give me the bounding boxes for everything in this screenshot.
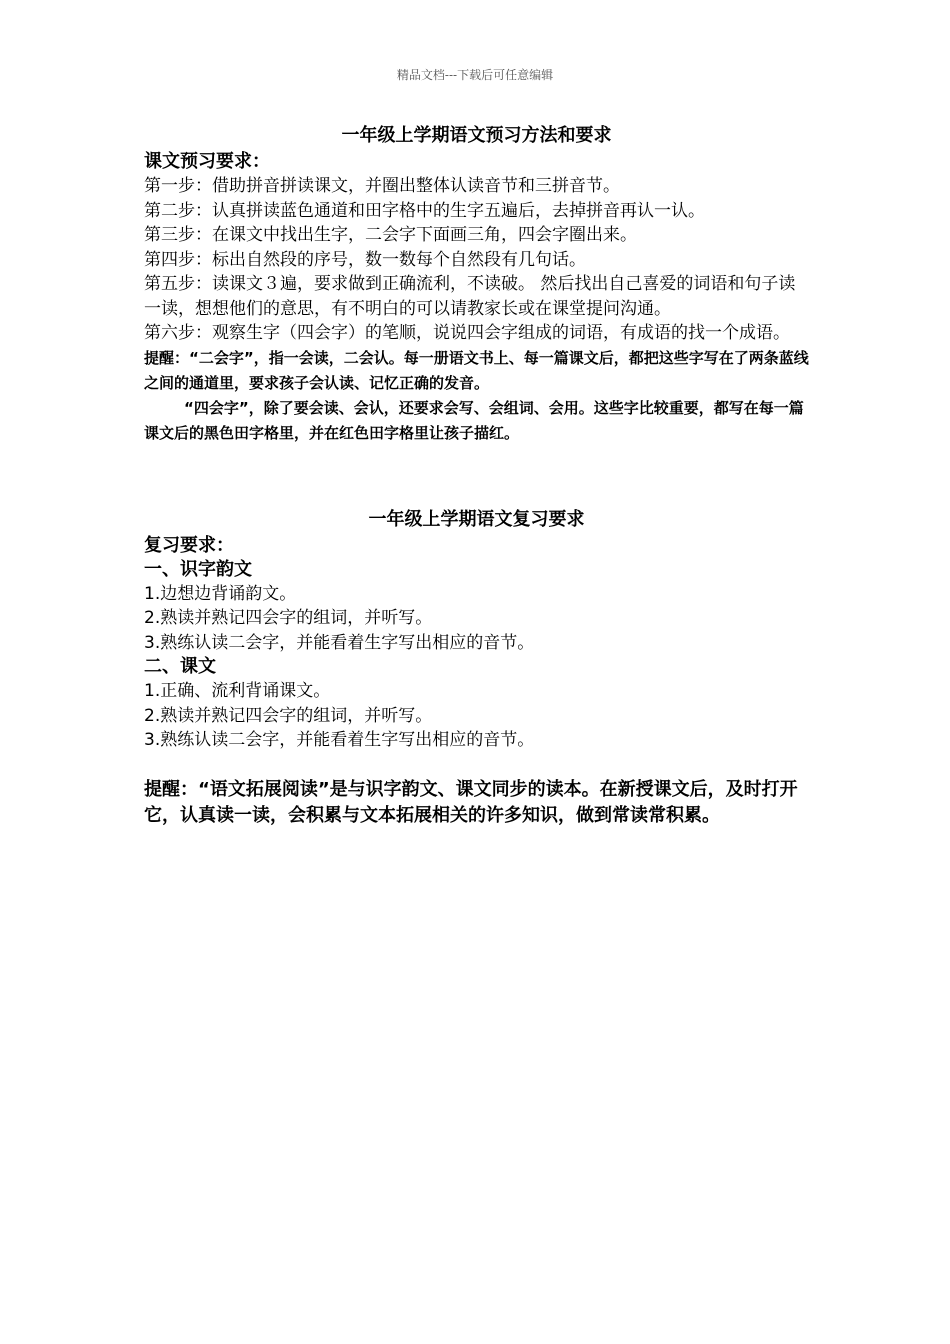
step-3: 第三步：在课文中找出生字，二会字下面画三角，四会字圈出来。 (144, 225, 637, 245)
part1-item-2: 2.熟读并熟记四会字的组词，并听写。 (144, 608, 433, 628)
step-6: 第六步：观察生字（四会字）的笔顺，说说四会字组成的词语，有成语的找一个成语。 (144, 323, 790, 343)
part1-item-3: 3.熟练认读二会字，并能看着生字写出相应的音节。 (144, 632, 535, 653)
part2-item-2: 2.熟读并熟记四会字的组词，并听写。 (144, 705, 433, 726)
part1-item-1: 1.边想边背诵韵文。 (144, 583, 297, 604)
note-four-skill-chars-text: “四会字”，除了要会读、会认，还要求会写、会组词、会用。这些字比较重要，都写在每一篇课文后的黑色田字格里，并在红色田字格里让孩子描红。 (144, 398, 804, 442)
part2-item-3: 3.熟练认读二会字，并能看着生字写出相应的音节。 (144, 730, 535, 750)
section1-subtitle: 课文预习要求： (144, 151, 270, 172)
document-body (144, 124, 809, 829)
reading-reminder: 提醒：“语文拓展阅读”是与识字韵文、课文同步的读本。在新授课文后，及时打开它，认真读一读，会积累与文本拓展相关的许多知识，做到常读常积累。 (144, 778, 798, 826)
step-5: 第五步：读课文３遍，要求做到正确流利，不读破。 然后找出自己喜爱的词语和句子读一读，想想他们的意思，有不明白的可以请教家长或在课堂提问沟通。 (144, 274, 796, 319)
page-header: 精品文档---下载后可任意编辑 (396, 68, 554, 82)
part2-item-1: 1.正确、流利背诵课文。 (144, 681, 331, 701)
section2-title: 一年级上学期语文复习要求 (368, 508, 585, 530)
note-four-skill-chars (144, 396, 809, 446)
section2-subtitle: 复习要求： (144, 534, 234, 556)
step-1: 第一步：借助拼音拼读课文，并圈出整体认读音节和三拼音节。 (144, 176, 620, 196)
section1-title: 一年级上学期语文预习方法和要求 (341, 125, 612, 146)
step-2: 第二步：认真拼读蓝色通道和田字格中的生字五遍后，去掉拼音再认一认。 (144, 200, 705, 221)
part2-heading: 二、课文 (144, 656, 216, 677)
part1-heading: 一、识字韵文 (144, 558, 252, 580)
note-two-skill-chars: 提醒：“二会字”，指一会读，二会认。每一册语文书上、每一篇课文后，都把这些字写在了两条蓝线之间的通道里，要求孩子会认读、记忆正确的发音。 (144, 348, 809, 392)
step-4: 第四步：标出自然段的序号，数一数每个自然段有几句话。 (144, 249, 586, 270)
